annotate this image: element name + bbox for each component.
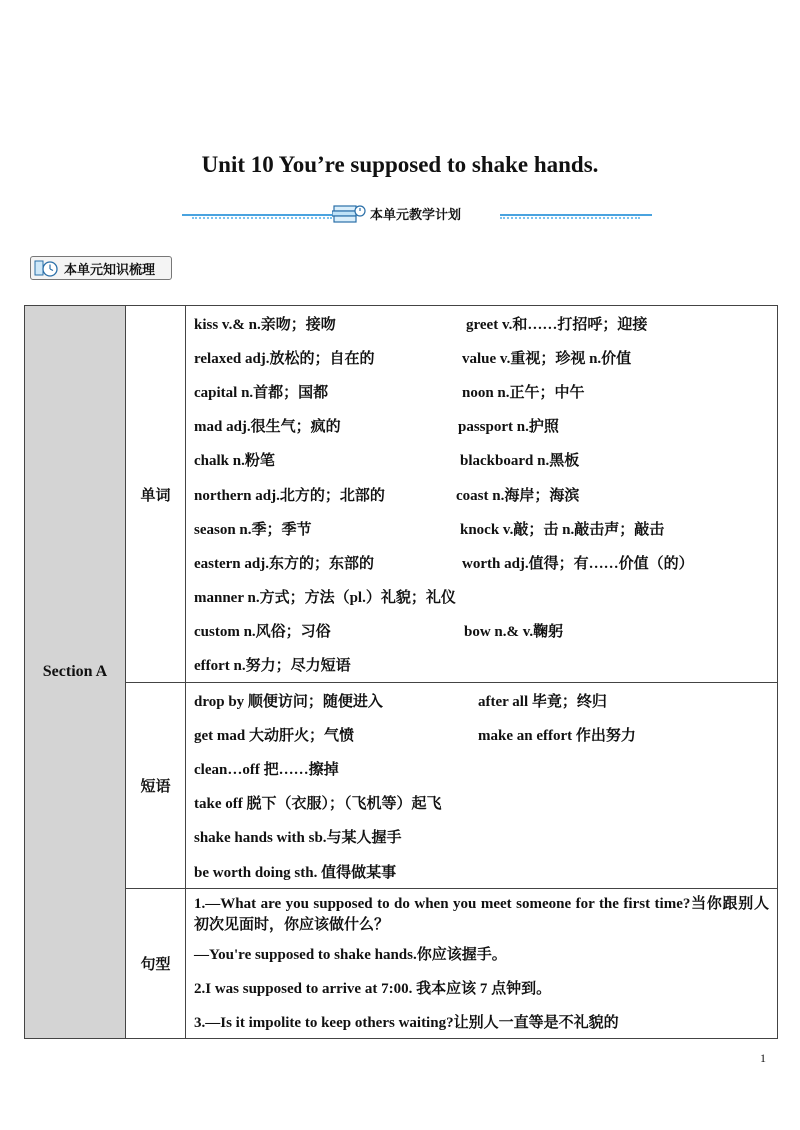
entry-right: noon n.正午；中午: [462, 384, 585, 401]
phrases-label: 短语: [140, 777, 171, 796]
entry-left: custom n.风俗；习俗: [194, 624, 331, 641]
vocab-content-cell: [186, 306, 778, 683]
entry-right: value v.重视；珍视 n.价值: [462, 350, 632, 367]
entry-left: effort n.努力；尽力短语: [194, 658, 351, 675]
patterns-label: 句型: [140, 955, 171, 974]
list-item: [194, 717, 769, 751]
list-item: [194, 306, 769, 340]
pattern-line: —You're supposed to shake hands.你应该握手。: [194, 946, 507, 963]
entry-left: take off 脱下（衣服）；（飞机等）起飞: [194, 796, 442, 813]
entry-left: eastern adj.东方的；东部的: [194, 555, 374, 572]
list-item: [194, 683, 769, 717]
list-item: [194, 580, 769, 614]
page-number: 1: [760, 1051, 766, 1065]
list-item: [194, 340, 769, 374]
patterns-content-cell: [186, 889, 778, 1039]
entry-left: northern adj.北方的；北部的: [194, 487, 385, 504]
knowledge-summary-tag: [30, 256, 172, 280]
list-item: [194, 443, 769, 477]
entry-right: knock v.敲；击 n.敲击声；敲击: [460, 521, 665, 538]
entry-left: kiss v.& n.亲吻；接吻: [194, 316, 336, 333]
entry-left: shake hands with sb.与某人握手: [194, 830, 402, 847]
entry-right: passport n.护照: [458, 419, 559, 436]
list-item: [194, 820, 769, 854]
phrases-category-cell: [126, 683, 186, 889]
banner-dots-left: [192, 217, 332, 222]
entry-right: blackboard n.黑板: [460, 453, 580, 470]
pattern-line: 1.—What are you supposed to do when you meet someone for the first time?当你跟别人初次见面时，你应该做什么？: [194, 896, 769, 934]
list-item: [194, 614, 769, 648]
entry-left: mad adj.很生气；疯的: [194, 419, 341, 436]
entry-left: drop by 顺便访问；随便进入: [194, 693, 383, 710]
list-item: [194, 374, 769, 408]
knowledge-table: [24, 305, 778, 1039]
vocab-category-cell: [126, 306, 186, 683]
entry-left: chalk n.粉笔: [194, 453, 275, 470]
banner-dots-right: [500, 217, 640, 222]
entry-left: clean…off 把……擦掉: [194, 762, 339, 779]
vocab-label: 单词: [140, 485, 171, 504]
entry-left: be worth doing sth. 值得做某事: [194, 864, 397, 881]
list-item: [194, 545, 769, 579]
phrases-content-cell: [186, 683, 778, 889]
pattern-line: 3.—Is it impolite to keep others waiting?让别人一直等是不礼貌的: [194, 1014, 619, 1031]
entry-right: greet v.和……打招呼；迎接: [466, 316, 648, 333]
entry-right: worth adj.值得；有……价值（的）: [462, 555, 694, 572]
entry-right: make an effort 作出努力: [478, 727, 636, 744]
list-item: [194, 854, 769, 888]
list-item: [194, 511, 769, 545]
vocab-list: [194, 306, 769, 682]
phrases-list: [194, 683, 769, 888]
banner-label: 本单元教学计划: [370, 207, 462, 223]
entry-left: relaxed adj.放松的；自在的: [194, 350, 375, 367]
list-item: [194, 409, 769, 443]
books-icon: [332, 202, 366, 224]
entry-right: after all 毕竟；终归: [478, 693, 607, 710]
list-item: [194, 786, 769, 820]
tag-label: 本单元知识梳理: [64, 262, 156, 278]
section-cell: [25, 306, 126, 1039]
entry-left: capital n.首都；国都: [194, 384, 329, 401]
section-label: Section A: [42, 663, 108, 681]
banner-line-left: [182, 214, 332, 216]
entry-left: manner n.方式；方法（pl.）礼貌；礼仪: [194, 590, 456, 607]
list-item: [194, 648, 769, 682]
list-item: [194, 751, 769, 785]
entry-left: season n.季；季节: [194, 521, 312, 538]
patterns-category-cell: [126, 889, 186, 1039]
clock-icon: [34, 258, 60, 278]
entry-right: bow n.& v.鞠躬: [464, 624, 564, 641]
teaching-plan-banner: [182, 200, 652, 226]
entry-left: get mad 大动肝火；气愤: [194, 727, 354, 744]
pattern-line: 2.I was supposed to arrive at 7:00. 我本应该 7 点钟到。: [194, 980, 552, 997]
entry-right: coast n.海岸；海滨: [456, 487, 580, 504]
page-title: Unit 10 You’re supposed to shake hands.: [201, 152, 599, 177]
list-item: [194, 477, 769, 511]
banner-line-right: [500, 214, 652, 216]
